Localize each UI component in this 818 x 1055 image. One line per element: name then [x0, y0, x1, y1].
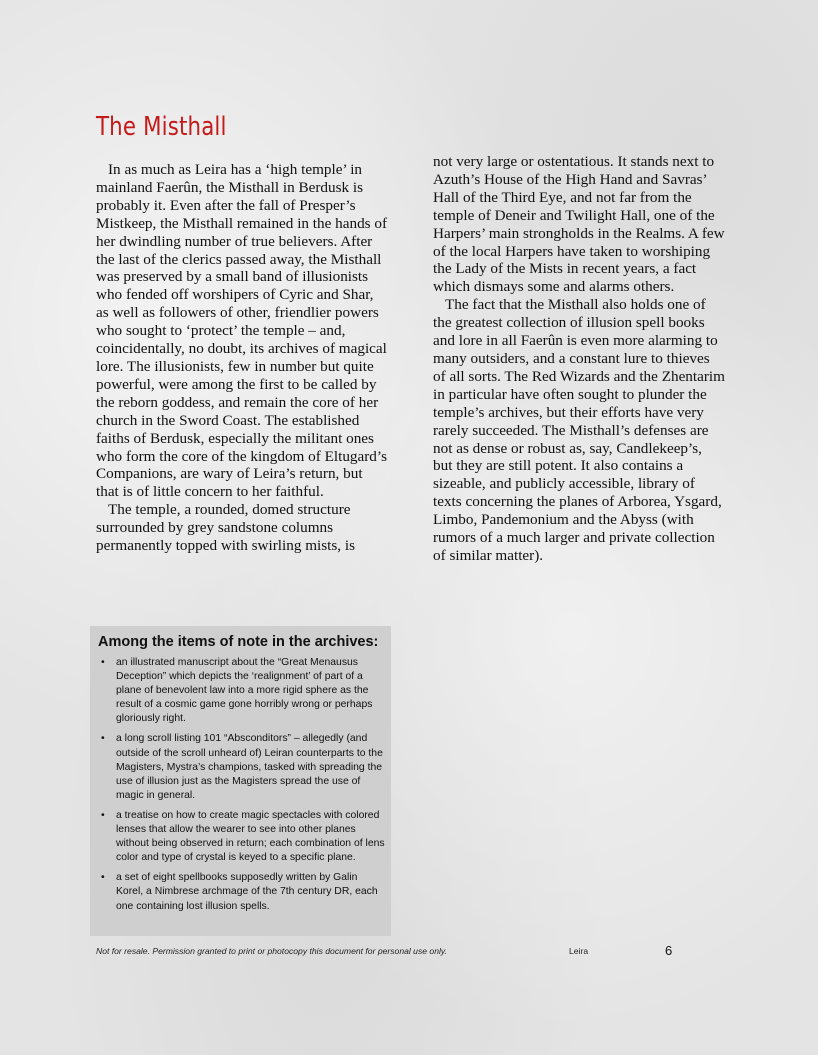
list-item	[96, 871, 385, 913]
bullet-icon: •	[101, 733, 105, 745]
list-item-text: an illustrated manuscript about the “Great Menausus Deception” which depicts the ‘realignment’ of part of a plane of benevolent law into a more rigid sphere as the result of a cosmic game gone horribly wrong or perhaps gloriously right.	[116, 657, 373, 725]
sidebar-list	[96, 656, 385, 914]
list-item	[96, 732, 385, 802]
list-item	[96, 809, 385, 865]
page-number: 6	[665, 943, 673, 958]
paragraph: In as much as Leira has a ‘high temple’ in mainland Faerûn, the Misthall in Berdusk is probably it. Even after the fall of Presper’s Mistkeep, the Misthall remained in the hands of her dwindling number of true believers. After the last of the clerics passed away, the Misthall was preserved by a small band of illusionists who fended off worshipers of Cyric and Shar, as well as followers of other, friendlier powers who sought to ‘protect’ the temple – and, coincidentally, no doubt, its archives of magical lore. The illusionists, few in number but quite powerful, were among the first to be called by the reborn goddess, and remain the core of her church in the Sword Coast. The established faiths of Berdusk, especially the militant ones who form the core of the kingdom of Eltugard’s Companions, are wary of Leira’s return, but that is of little concern to her faithful.	[96, 161, 388, 501]
bullet-icon: •	[101, 872, 105, 884]
list-item-text: a treatise on how to create magic spectacles with colored lenses that allow the wearer to see into other planes without being observed in return; each combination of lens color and type of crystal is keyed to a specific plane.	[116, 809, 385, 864]
bullet-icon: •	[101, 809, 105, 821]
paragraph: The temple, a rounded, domed structure surrounded by grey sandstone columns permanently topped with swirling mists, is	[96, 501, 356, 555]
page-title: The Misthall	[96, 112, 227, 142]
bullet-icon: •	[101, 657, 105, 668]
list-item-text: a set of eight spellbooks supposedly written by Galin Korel, a Nimbrese archmage of the 7th century DR, each one containing lost illusion spells.	[116, 872, 378, 912]
paragraph: The fact that the Misthall also holds one of the greatest collection of illusion spell books and lore in all Faerûn is even more alarming to many outsiders, and a constant lure to thieves of all sorts. The Red Wizards and the Zhentarim in particular have often sought to plunder the temple’s archives, but their efforts have very rarely succeeded. The Misthall’s defenses are not as dense or robust as, say, Candlekeep’s, but they are still potent. It also contains a sizeable, and publicly accessible, library of texts concerning the planes of Arborea, Ysgard, Limbo, Pandemonium and the Abyss (with rumors of a much larger and private collection of similar matter).	[433, 296, 725, 564]
list-item-text: a long scroll listing 101 “Absconditors” – allegedly (and outside of the scroll unheard of) Leiran counterparts to the Magisters, Mystra’s champions, tasked with spreading the use of illusion just as the Magisters spread the use of magic in general.	[116, 733, 383, 801]
sidebar-heading: Among the items of note in the archives:	[98, 634, 379, 650]
list-item	[96, 656, 385, 726]
paragraph: not very large or ostentatious. It stands next to Azuth’s House of the High Hand and Savras’ Hall of the Third Eye, and not far from the temple of Deneir and Twilight Hall, one of the Harpers’ main strongholds in the Realms. A few of the local Harpers have taken to worshiping the Lady of the Mists in recent years, a fact which dismays some and alarms others.	[433, 153, 725, 296]
left-column	[96, 161, 388, 555]
footer-document-title: Leira	[569, 946, 589, 956]
footer-license-note: Not for resale. Permission granted to print or photocopy this document for personal use only.	[96, 946, 447, 956]
archives-sidebar	[90, 626, 391, 936]
right-column	[433, 153, 725, 565]
